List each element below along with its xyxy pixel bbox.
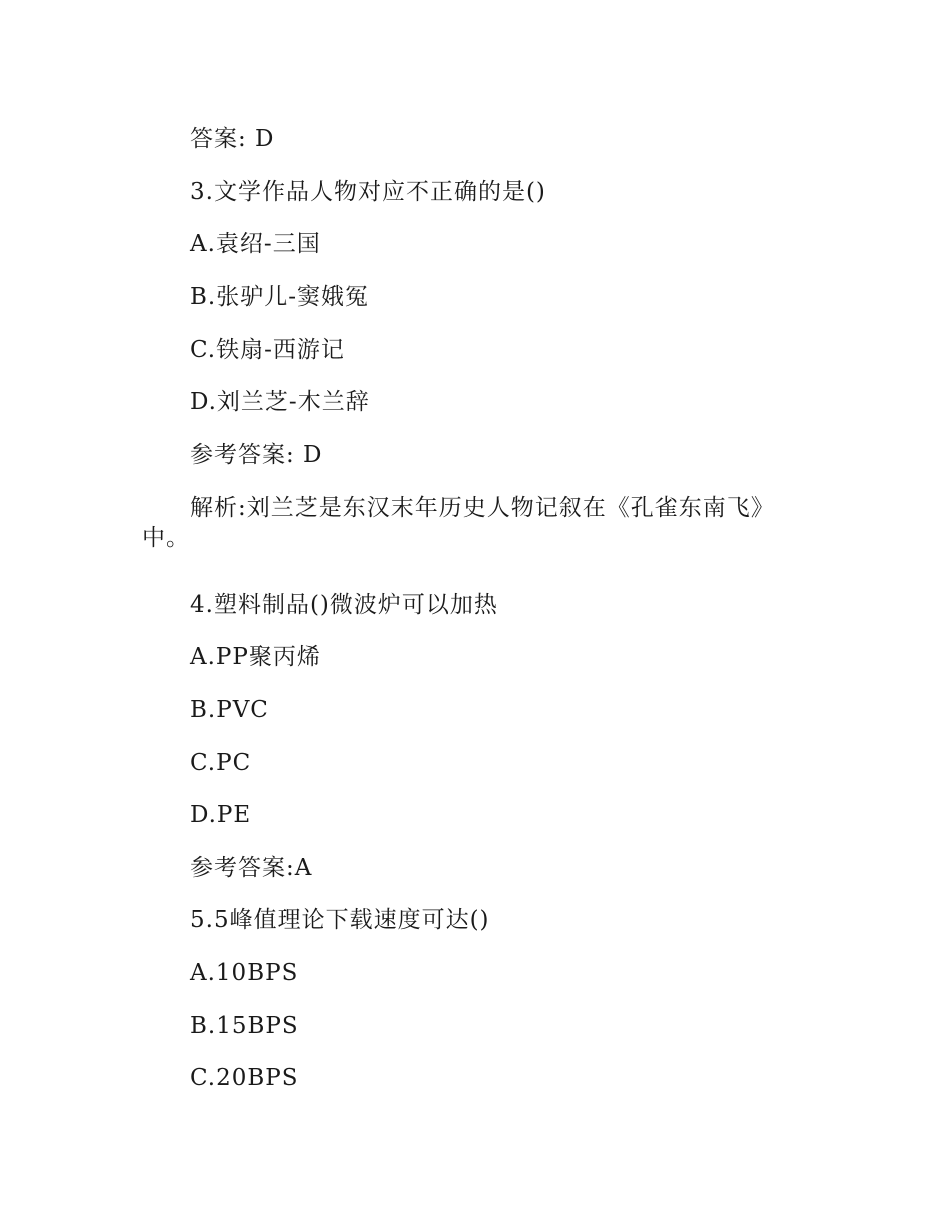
reference-answer: 参考答案: D: [190, 442, 323, 468]
explanation-line-1: 解析:刘兰芝是东汉末年历史人物记叙在《孔雀东南飞》: [190, 495, 775, 521]
option-c: C.PC: [190, 750, 252, 776]
explanation-line-2: 中。: [142, 525, 190, 551]
option-a: A.袁绍-三国: [190, 231, 321, 257]
question-5: 5.5峰值理论下载速度可达(): [190, 907, 490, 933]
option-a: A.PP聚丙烯: [190, 644, 321, 670]
explanation: [142, 493, 822, 553]
reference-answer: 参考答案:A: [190, 855, 313, 881]
option-d: D.刘兰芝-木兰辞: [190, 389, 370, 415]
answer-line: 答案: D: [190, 126, 275, 152]
question-3: 3.文学作品人物对应不正确的是(): [190, 179, 546, 205]
option-c: C.铁扇-西游记: [190, 337, 345, 363]
option-b: B.PVC: [190, 697, 269, 723]
option-a: A.10BPS: [190, 960, 299, 986]
option-b: B.15BPS: [190, 1013, 299, 1039]
option-b: B.张驴儿-窦娥冤: [190, 284, 369, 310]
question-4: 4.塑料制品()微波炉可以加热: [190, 592, 498, 618]
option-c: C.20BPS: [190, 1065, 299, 1091]
option-d: D.PE: [190, 802, 252, 828]
